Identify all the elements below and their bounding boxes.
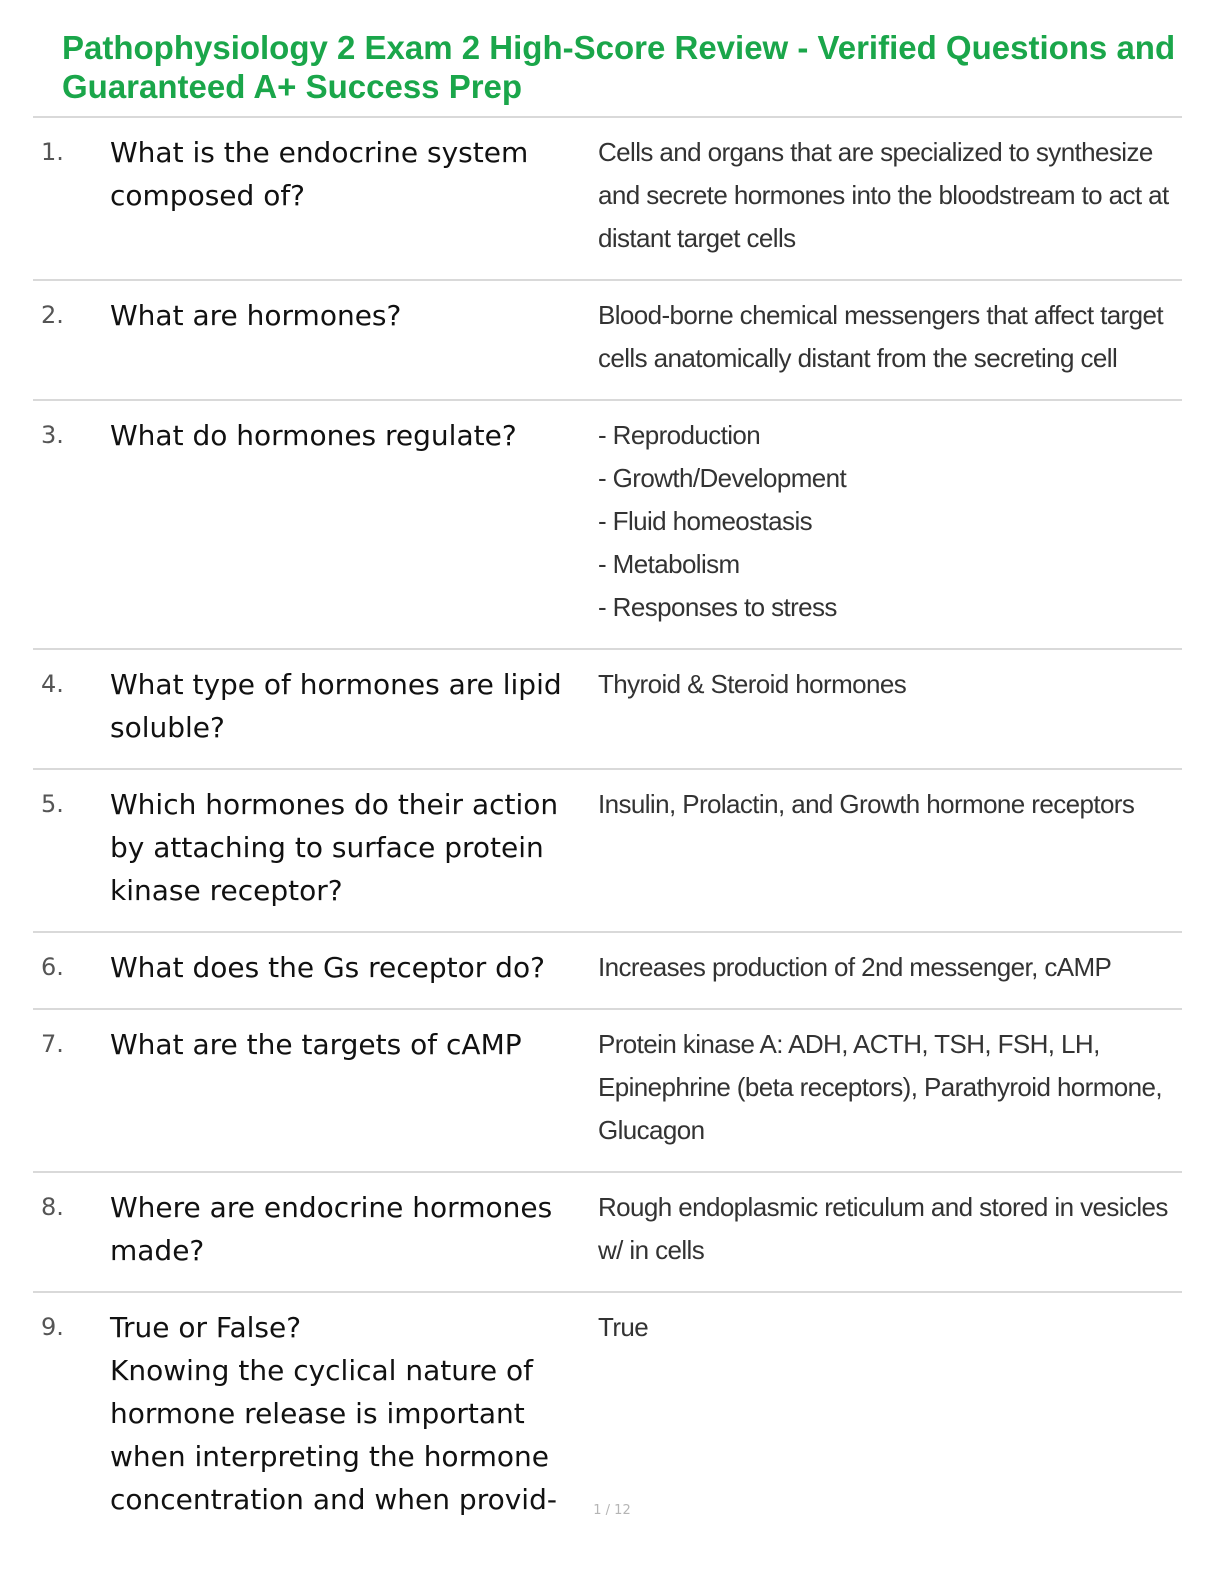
question-number: 5. [41,790,64,818]
question-number: 9. [41,1313,64,1341]
question-text: What are hormones? [110,299,402,332]
question-number: 7. [41,1030,64,1058]
question-text: What are the targets of cAMP [110,1028,522,1061]
qa-row-4 [33,650,1182,770]
qa-row-7 [33,1010,1182,1173]
question-number: 8. [41,1193,64,1221]
question-answer-list [33,118,1182,1540]
question-number: 1. [41,138,64,166]
question-number: 2. [41,301,64,329]
answer-text: Increases production of 2nd messenger, cAMP [598,952,1112,982]
qa-row-3 [33,401,1182,650]
answer-text: True [598,1312,649,1342]
qa-row-5 [33,770,1182,933]
document-title: Pathophysiology 2 Exam 2 High-Score Review - Verified Questions and Guaranteed A+ Success Prep [62,29,1176,105]
question-number: 6. [41,953,64,981]
question-number: 3. [41,421,64,449]
answer-text: Rough endoplasmic reticulum and stored in vesicles w/ in cells [598,1192,1168,1265]
qa-row-2 [33,281,1182,401]
answer-text: - Reproduction - Growth/Development - Fluid homeostasis - Metabolism - Responses to stress [598,420,847,622]
qa-row-6 [33,933,1182,1010]
question-text: Where are endocrine hormones made? [110,1191,553,1267]
answer-text: Insulin, Prolactin, and Growth hormone receptors [598,789,1135,819]
answer-text: Blood-borne chemical messengers that affect target cells anatomically distant from the secreting cell [598,300,1163,373]
answer-text: Cells and organs that are specialized to synthesize and secrete hormones into the bloodstream to act at distant target cells [598,137,1169,253]
qa-row-1 [33,118,1182,281]
question-text: What does the Gs receptor do? [110,951,545,984]
question-number: 4. [41,670,64,698]
question-text: What is the endocrine system composed of? [110,136,529,212]
question-text: Which hormones do their action by attaching to surface protein kinase receptor? [110,788,559,907]
question-text: What do hormones regulate? [110,419,517,452]
answer-text: Thyroid & Steroid hormones [598,669,907,699]
answer-text: Protein kinase A: ADH, ACTH, TSH, FSH, LH, Epinephrine (beta receptors), Parathyroid hormone, Glucagon [598,1029,1162,1145]
question-text: What type of hormones are lipid soluble? [110,668,562,744]
question-text: True or False? Knowing the cyclical nature of hormone release is important when interpreting the hormone concentration and when provid- [110,1311,557,1516]
qa-row-8 [33,1173,1182,1293]
page-number: 1 / 12 [593,1503,631,1518]
